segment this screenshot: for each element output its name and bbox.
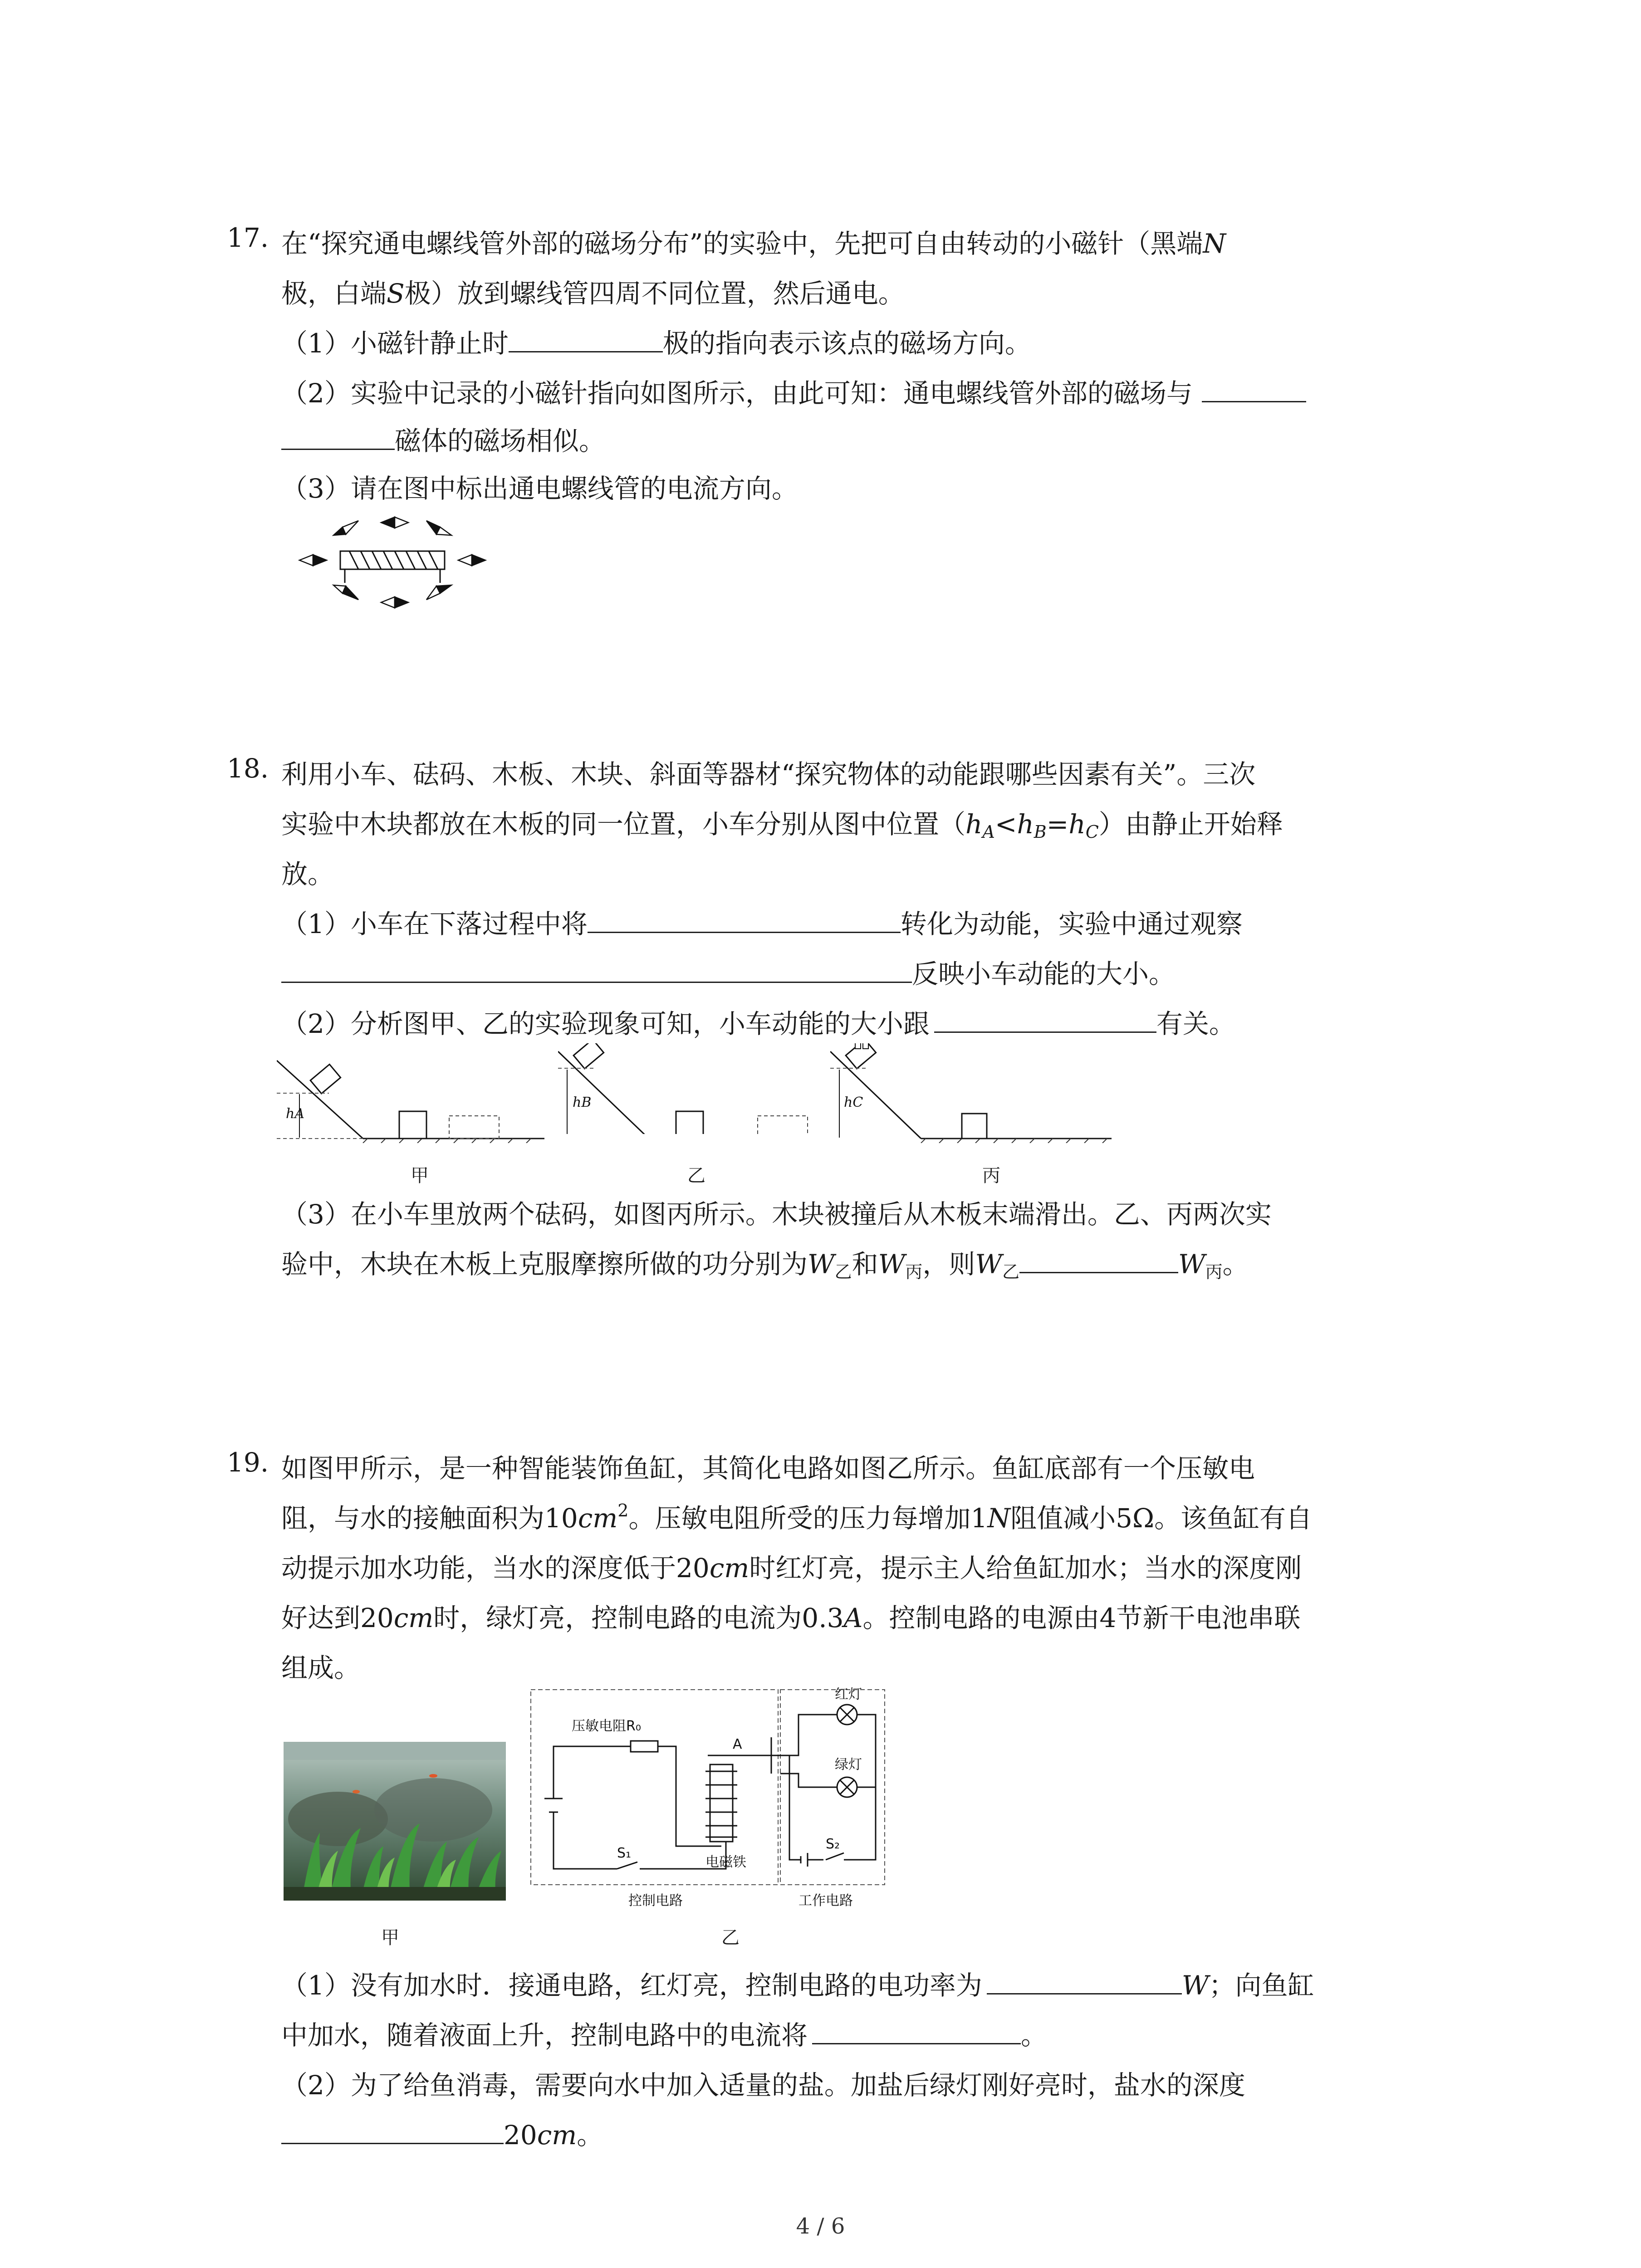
label-s2: S₂ [826, 1836, 840, 1852]
q19-number: 19. [227, 1447, 269, 1478]
q19-fig-label-yi: 乙 [721, 1927, 740, 1948]
q17-blank2b[interactable] [281, 421, 395, 450]
q19-blank1[interactable] [987, 1966, 1182, 1994]
fig-label-bing: 丙 [982, 1165, 1000, 1186]
q19-part1-cont: 中加水，随着液面上升，控制电路中的电流将 。 [281, 2014, 1047, 2052]
q17-blank1[interactable] [509, 324, 663, 352]
q17-part2: （2）实验中记录的小磁针指向如图所示，由此可知：通电螺线管外部的磁场与 [281, 372, 1306, 410]
circuit-diagram [526, 1687, 889, 1910]
q18-number: 18. [227, 753, 269, 784]
q17-blank2a[interactable] [1202, 374, 1306, 402]
aquarium-photo [284, 1742, 506, 1901]
solenoid-figure [290, 508, 499, 617]
q17-line1: 在“探究通电螺线管外部的磁场分布”的实验中，先把可自由转动的小磁针（黑端N [281, 228, 1226, 259]
h-label-b: hB [573, 1095, 592, 1110]
q18-part1-cont: 反映小车动能的大小。 [281, 953, 1175, 991]
q19-blank3[interactable] [281, 2116, 504, 2144]
q19-line1: 如图甲所示，是一种智能装饰鱼缸，其简化电路如图乙所示。鱼缸底部有一个压敏电 [281, 1453, 1255, 1484]
q17-part1: （1）小磁针静止时 极的指向表示该点的磁场方向。 [281, 322, 1031, 360]
q19-line5: 组成。 [281, 1652, 361, 1683]
q17-line2: 极，白端S极）放到螺线管四周不同位置，然后通电。 [281, 278, 905, 309]
label-red-lamp: 红灯 [835, 1687, 862, 1702]
q18-blank2[interactable] [281, 954, 912, 983]
q18-part2: （2）分析图甲、乙的实验现象可知，小车动能的大小跟 有关。 [281, 1002, 1235, 1041]
label-a: A [733, 1736, 742, 1752]
incline-figure-jia [277, 1052, 549, 1143]
q18-part3-cont: 验中，木块在木板上克服摩擦所做的功分别为$W_乙$和$W_丙$，则$W_乙$ $W_丙$。 [281, 1243, 1249, 1283]
incline-figure-yi [558, 1043, 830, 1134]
q19-fig-label-jia: 甲 [381, 1927, 399, 1948]
incline-figure-bing [830, 1043, 1121, 1143]
q19-part1: （1）没有加水时．接通电路，红灯亮，控制电路的电功率为 W；向鱼缸 [281, 1964, 1314, 2002]
q17-part2-cont: 磁体的磁场相似。 [281, 420, 605, 458]
h-label-a: hA [286, 1106, 304, 1122]
q19-line2: 阻，与水的接触面积为$10cm^2$。压敏电阻所受的压力每增加1N阻值减小5Ω。该鱼缸有自 [281, 1501, 1313, 1534]
q18-part1: （1）小车在下落过程中将 转化为动能，实验中通过观察 [281, 903, 1243, 941]
q19-blank2[interactable] [812, 2016, 1021, 2044]
q18-blank4[interactable] [1019, 1245, 1178, 1273]
q17-number: 17. [227, 222, 269, 253]
label-electromagnet: 电磁铁 [705, 1854, 746, 1870]
label-work-circuit: 工作电路 [798, 1893, 853, 1909]
label-r0: 压敏电阻R₀ [572, 1718, 641, 1734]
q18-blank1[interactable] [588, 904, 901, 933]
page-number: 4 / 6 [796, 2214, 845, 2239]
q19-line3: 动提示加水功能，当水的深度低于20cm时红灯亮，提示主人给鱼缸加水；当水的深度刚 [281, 1553, 1302, 1584]
q19-line4: 好达到20cm时，绿灯亮，控制电路的电流为0.3A。控制电路的电源由4节新干电池串联 [281, 1603, 1301, 1633]
label-control-circuit: 控制电路 [628, 1893, 683, 1909]
fig-label-yi: 乙 [687, 1165, 705, 1186]
q19-part2-cont: 20cm。 [281, 2114, 603, 2152]
q19-part2: （2）为了给鱼消毒，需要向水中加入适量的盐。加盐后绿灯刚好亮时，盐水的深度 [281, 2070, 1245, 2101]
label-s1: S₁ [617, 1845, 632, 1861]
q18-line1: 利用小车、砝码、木板、木块、斜面等器材“探究物体的动能跟哪些因素有关”。三次 [281, 759, 1256, 790]
label-green-lamp: 绿灯 [835, 1757, 862, 1773]
q17-part3: （3）请在图中标出通电螺线管的电流方向。 [281, 473, 798, 504]
h-label-c: hC [844, 1095, 863, 1110]
q18-line2: 实验中木块都放在木板的同一位置，小车分别从图中位置$(h_A<h_B=h_C)$由静止开始释 [281, 809, 1283, 842]
q18-line3: 放。 [281, 859, 334, 890]
q18-part3: （3）在小车里放两个砝码，如图丙所示。木块被撞后从木板末端滑出。乙、丙两次实 [281, 1199, 1272, 1230]
q18-blank3[interactable] [934, 1004, 1156, 1033]
fig-label-jia: 甲 [411, 1165, 429, 1186]
